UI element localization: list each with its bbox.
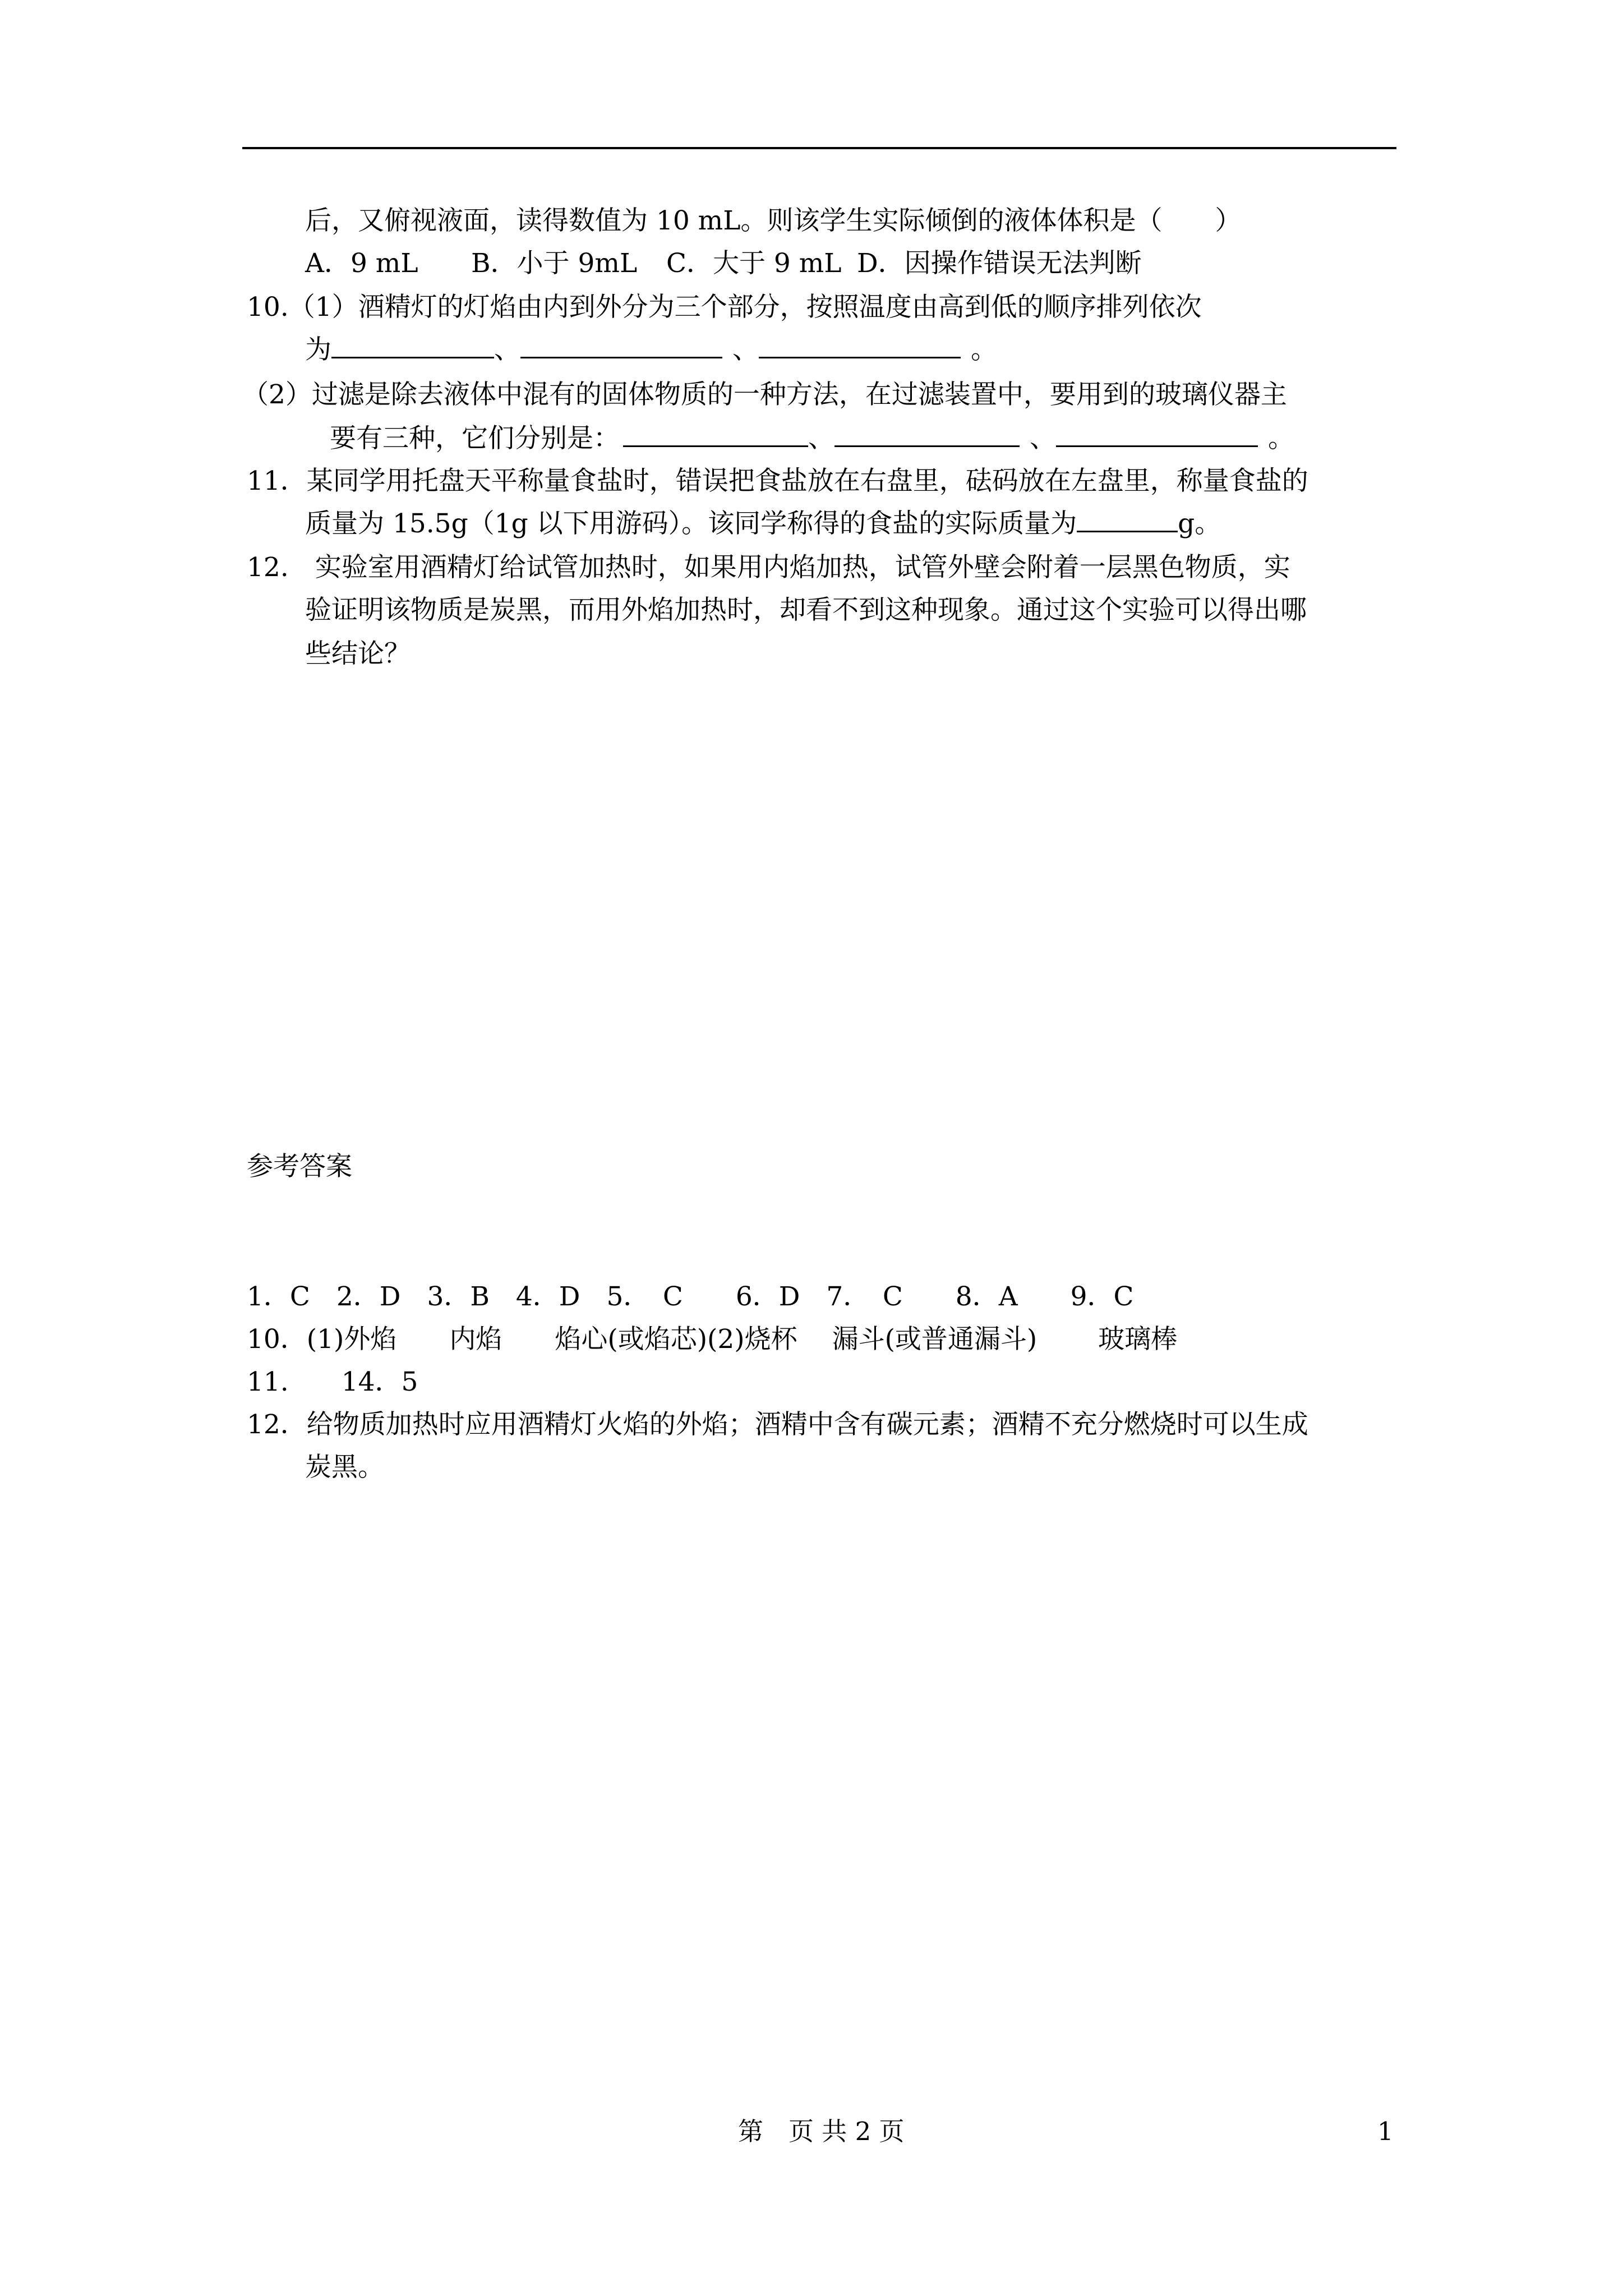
footer-page-info: 第 页 共 2 页 [738, 2116, 905, 2146]
q11-line2 [305, 507, 1221, 541]
q10-part1-prefix: 为 [305, 334, 331, 365]
q11-line2-prefix: 质量为 15.5g（1g 以下用游码）。该同学称得的食盐的实际质量为 [305, 508, 1077, 539]
q9-continuation-line: 后，又俯视液面，读得数值为 10 mL。则该学生实际倾倒的液体体积是（ ） [305, 205, 1242, 236]
q9-option-b: B．小于 9mL [471, 248, 638, 279]
q11-blank[interactable] [1077, 508, 1178, 532]
q9-option-d: D．因操作错误无法判断 [857, 248, 1142, 279]
q10-blank-2[interactable] [520, 334, 722, 358]
q10-sep-3: 、 [808, 423, 834, 454]
answers-line2: 10．(1)外焰 内焰 焰心(或焰芯)(2)烧杯 漏斗(或普通漏斗) 玻璃棒 [247, 1324, 1178, 1355]
answers-heading: 参考答案 [247, 1151, 352, 1182]
q12-line1: 12. 实验室用酒精灯给试管加热时，如果用内焰加热，试管外壁会附着一层黑色物质，实 [247, 552, 1290, 583]
answers-line4: 12．给物质加热时应用酒精灯火焰的外焰；酒精中含有碳元素；酒精不充分燃烧时可以生成 [247, 1409, 1308, 1440]
q11-line2-suffix: g。 [1178, 508, 1221, 539]
q12-line2: 验证明该物质是炭黑，而用外焰加热时，却看不到这种现象。通过这个实验可以得出哪 [305, 595, 1307, 625]
q10-blank-5[interactable] [834, 423, 1020, 447]
answers-line5: 炭黑。 [305, 1452, 384, 1483]
q9-option-c: C．大于 9 mL [666, 248, 842, 279]
q10-blank-1[interactable] [331, 334, 494, 358]
q10-blank-6[interactable] [1056, 423, 1258, 447]
q10-sep-4: 、 [1030, 423, 1056, 454]
q10-end: 。 [971, 334, 997, 365]
q10-part2-line2 [330, 422, 1294, 455]
q10-part1-line2 [305, 333, 997, 367]
q10-blank-4[interactable] [623, 423, 808, 447]
q10-blank-3[interactable] [759, 334, 961, 358]
q10-sep-2: 、 [732, 334, 759, 365]
answers-line1: 1．C 2．D 3．B 4．D 5． C 6．D 7． C 8．A 9．C [247, 1281, 1134, 1312]
q10-part2-line1: （2）过滤是除去液体中混有的固体物质的一种方法，在过滤装置中，要用到的玻璃仪器主 [242, 379, 1287, 410]
q12-line3: 些结论？ [305, 638, 411, 669]
q11-line1: 11．某同学用托盘天平称量食盐时，错误把食盐放在右盘里，砝码放在左盘里，称量食盐的 [247, 466, 1308, 496]
q10-part2-prefix: 要有三种，它们分别是： [330, 423, 620, 454]
q10-sep-1: 、 [494, 334, 520, 365]
footer-page-number: 1 [1377, 2116, 1394, 2146]
q10-part1-line1: 10.（1）酒精灯的灯焰由内到外分为三个部分，按照温度由高到低的顺序排列依次 [247, 292, 1202, 323]
header-rule [242, 147, 1396, 149]
q9-option-a: A．9 mL [305, 248, 418, 279]
q10-end-2: 。 [1268, 423, 1294, 454]
answers-line3: 11. 14．5 [247, 1366, 418, 1397]
